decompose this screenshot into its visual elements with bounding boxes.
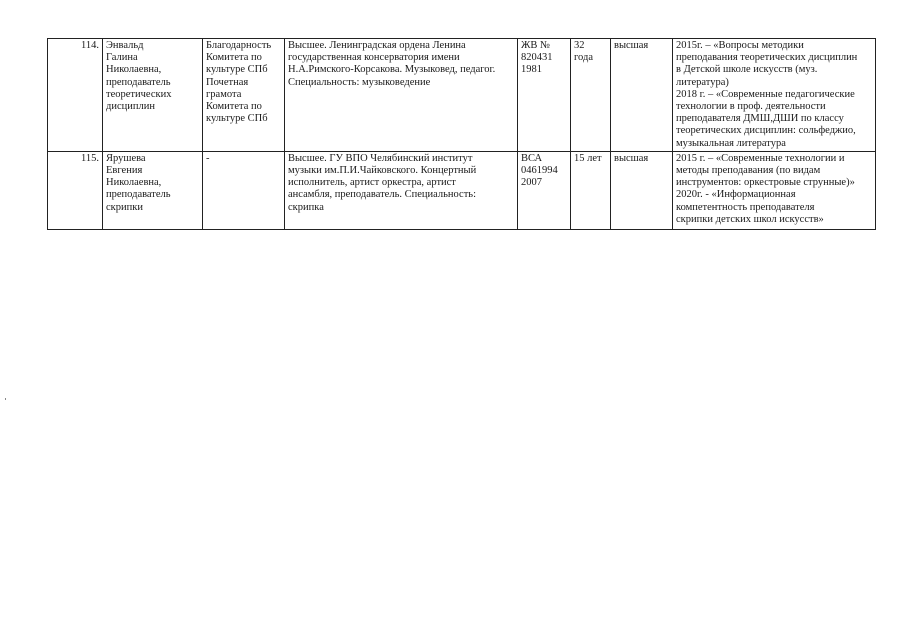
teacher-name: Энвальд Галина Николаевна, преподаватель теоретических дисциплин [103, 39, 203, 152]
scan-speck [5, 398, 6, 400]
experience-cell: 32 года [571, 39, 611, 152]
row-number: 114. [48, 39, 103, 152]
diploma-cell: ЖВ № 820431 1981 [518, 39, 571, 152]
education-cell: Высшее. ГУ ВПО Челябинский институт музыки им.П.И.Чайковского. Концертный исполнитель, артист оркестра, артист ансамбля, преподаватель. Специальность: скрипка [285, 151, 518, 229]
education-cell: Высшее. Ленинградская ордена Ленина государственная консерватория имени Н.А.Римского-Корсакова. Музыковед, педагог. Специальность: музыковедение [285, 39, 518, 152]
category-cell: высшая [611, 39, 673, 152]
training-cell: 2015 г. – «Современные технологии и методы преподавания (по видам инструментов: оркестровые струнные)» 2020г. - «Информационная компетентность преподавателя скрипки детских школ искусств» [673, 151, 876, 229]
awards-cell: - [203, 151, 285, 229]
table-row [48, 151, 876, 229]
experience-cell: 15 лет [571, 151, 611, 229]
table-row [48, 39, 876, 152]
diploma-cell: ВСА 0461994 2007 [518, 151, 571, 229]
awards-cell: Благодарность Комитета по культуре СПб Почетная грамота Комитета по культуре СПб [203, 39, 285, 152]
category-cell: высшая [611, 151, 673, 229]
teacher-name: Ярушева Евгения Николаевна, преподаватель скрипки [103, 151, 203, 229]
training-cell: 2015г. – «Вопросы методики преподавания теоретических дисциплин в Детской школе искусств (муз. литература) 2018 г. – «Современные педагогические технологии в проф. деятельности преподавателя ДМШ,ДШИ по классу теоретических дисциплин: сольфеджио, музыкальная литература [673, 39, 876, 152]
row-number: 115. [48, 151, 103, 229]
staff-table [47, 38, 876, 230]
